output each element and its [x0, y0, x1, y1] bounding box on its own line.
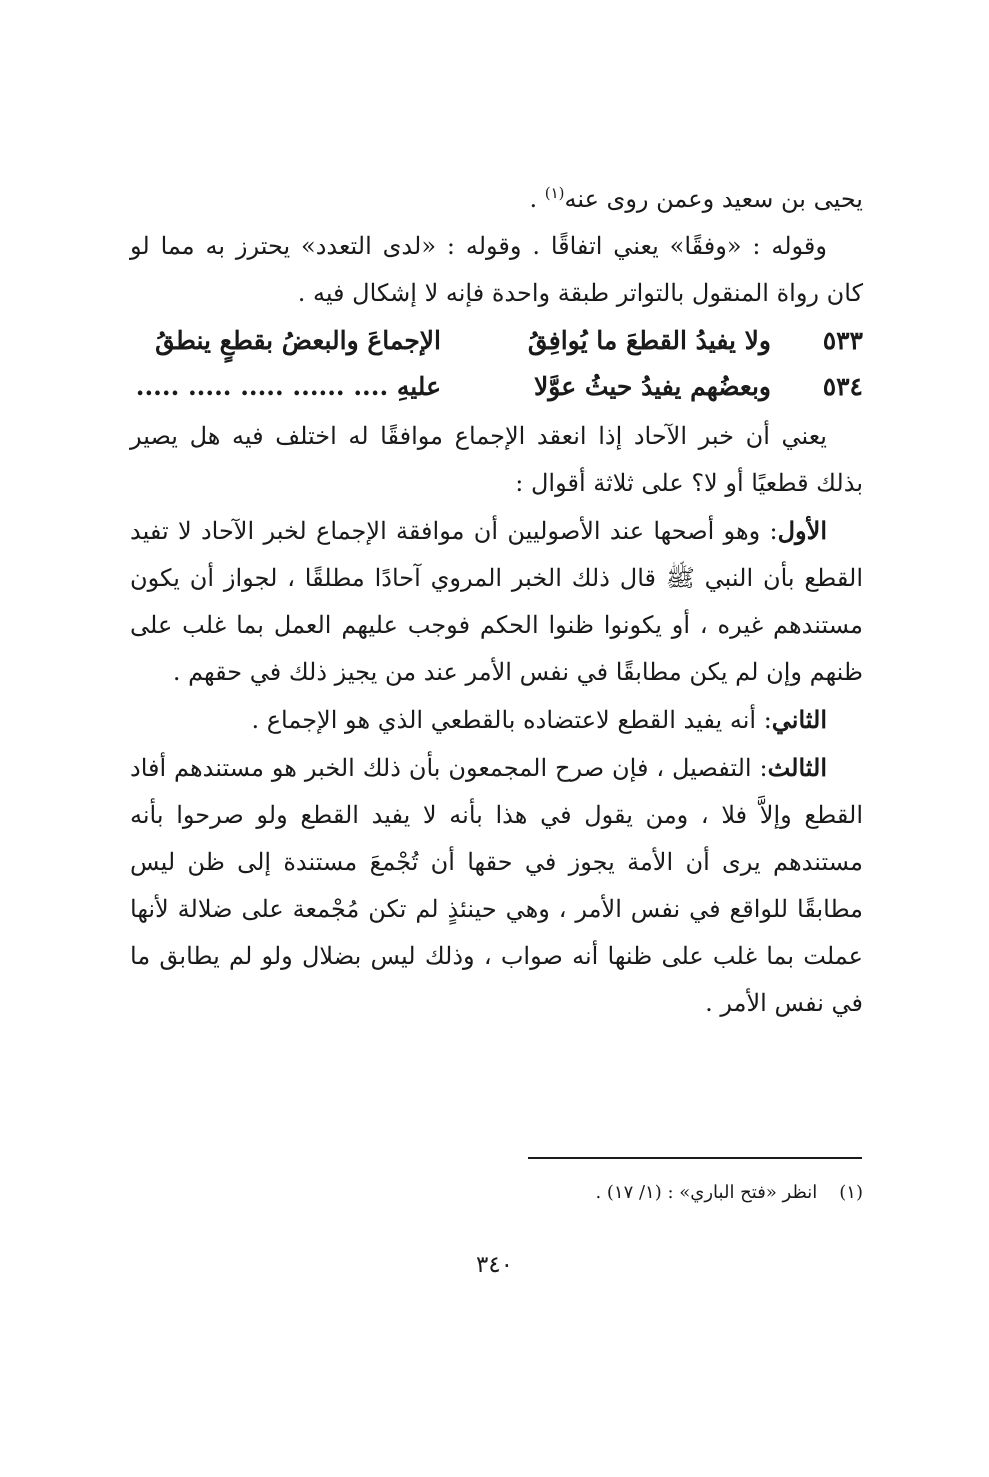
opinion-text: التفصيل ، فإن صرح المجمعون بأن ذلك الخبر هو مستندهم أفاد القطع وإلاَّ فلا ، ومن يقول في هذا بأنه لا يفيد القطع ولو صرحوا بأنه مستندهم يرى أن الأمة يجوز في حقها أن تُجْمعَ مستندة إلى ظن ليس مطابقًا للواقع في نفس الأمر ، وهي حينئذٍ لم تكن مُجْمعة على ضلالة لأنها عملت بما غلب على ظنها أنه صواب ، وذلك ليس بضلال ولو لم يطابق ما في نفس الأمر . — [130, 754, 863, 1017]
opinion-text: أنه يفيد القطع لاعتضاده بالقطعي الذي هو الإجماع . — [251, 706, 757, 734]
label-colon: : — [769, 517, 778, 545]
verse-second-hemistich: الإجماعَ والبعضُ بقطعٍ ينطقُ — [155, 326, 441, 355]
opinion-text: وهو أصحها عند الأصوليين أن موافقة الإجماع لخبر الآحاد لا تفيد القطع بأن النبي ﷺ قال ذلك الخبر المروي آحادًا مطلقًا ، لجواز أن يكون مستندهم غيره ، أو يكونوا ظنوا الحكم فوجب عليهم العمل بما غلب على ظنهم وإن لم يكن مطابقًا في نفس الأمر عند من يجيز ذلك في حقهم . — [130, 517, 863, 686]
opinion-label: الثاني — [771, 705, 827, 734]
footnote-text: انظر «فتح الباري» : (١/ ١٧) . — [595, 1182, 818, 1203]
paragraph-third-opinion — [130, 744, 863, 1027]
footnote-divider — [528, 1157, 862, 1159]
paragraph-first-opinion — [130, 507, 863, 696]
opinion-label: الأول — [777, 516, 827, 545]
verse-533 — [130, 321, 863, 361]
verse-number: ٥٣٣ — [822, 326, 863, 355]
verse-first-hemistich: ولا يفيدُ القطعَ ما يُوافِقُ — [527, 326, 771, 355]
footnote-reference: (١) — [544, 184, 565, 202]
paragraph-text: يحيى بن سعيد وعمن روى عنه — [564, 185, 863, 213]
paragraph-intro: يعني أن خبر الآحاد إذا انعقد الإجماع موافقًا له اختلف فيه هل يصير بذلك قطعيًا أو لا؟ على ثلاثة أقوال : — [130, 422, 863, 497]
page-number: ٣٤٠ — [475, 1252, 514, 1278]
paragraph-end: . — [529, 185, 545, 213]
footnote-marker: (١) — [839, 1182, 863, 1203]
verse-first-hemistich: وبعضُهم يفيدُ حيثُ عوَّلا — [534, 372, 771, 401]
label-colon: : — [759, 754, 768, 782]
paragraph-continuation — [130, 176, 863, 223]
opinion-label: الثالث — [767, 753, 827, 782]
verse-number: ٥٣٤ — [822, 372, 863, 401]
main-text — [130, 176, 863, 1027]
paragraph-explanation: وقوله : «وفقًا» يعني اتفاقًا . وقوله : «لدى التعدد» يحترز به مما لو كان رواة المنقول بالتواتر طبقة واحدة فإنه لا إشكال فيه . — [130, 232, 863, 307]
verse-second-hemistich: عليهِ .... ...... ..... ..... ..... — [135, 372, 441, 401]
footnote — [300, 1178, 863, 1208]
label-colon: : — [763, 706, 772, 734]
paragraph-second-opinion — [130, 696, 863, 744]
verse-534 — [130, 367, 863, 407]
